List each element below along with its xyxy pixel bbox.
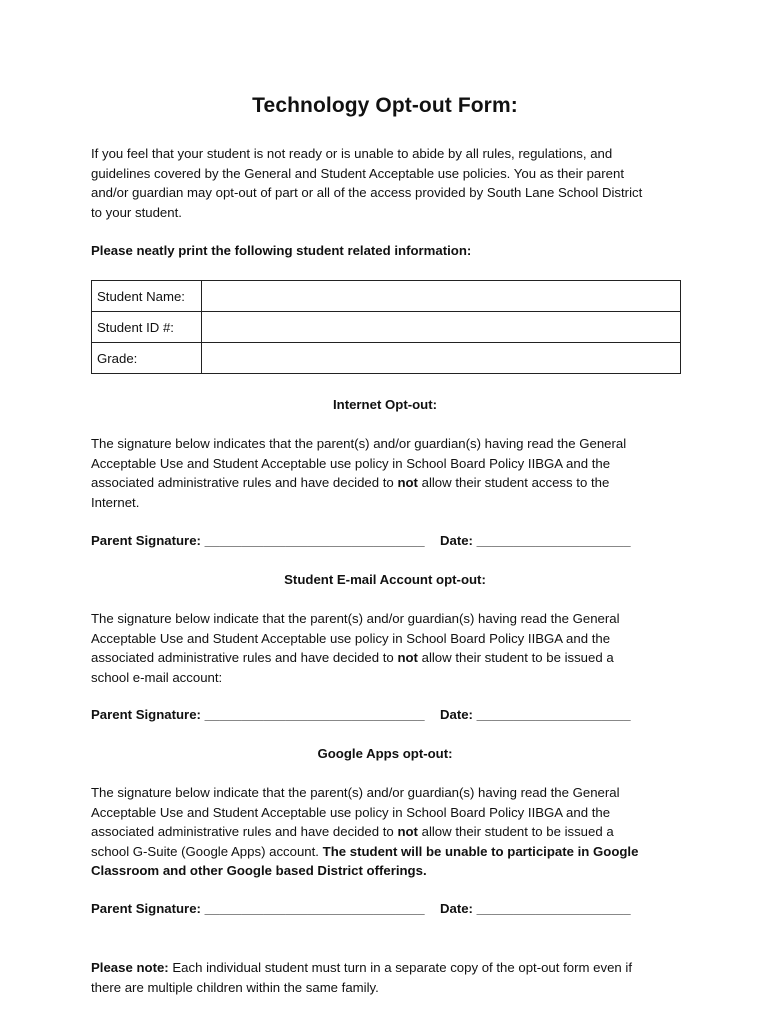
email-optout-heading: Student E-mail Account opt-out:: [284, 572, 486, 587]
student-name-field[interactable]: [202, 281, 681, 312]
paragraph-line: Acceptable Use and Student Acceptable use policy in School Board Policy IIBGA and the: [91, 630, 611, 646]
google-optout-paragraph: [91, 783, 691, 881]
parent-signature-field[interactable]: ______________________________: [204, 707, 425, 722]
student-id-field[interactable]: [202, 312, 681, 343]
parent-signature-label: Parent Signature:: [91, 707, 201, 722]
paragraph-line: The signature below indicate that the parent(s) and/or guardian(s) having read the General: [91, 785, 620, 800]
table-row: [92, 312, 681, 343]
grade-label: Grade:: [92, 343, 202, 374]
emphasis-text: not: [397, 650, 418, 665]
intro-line: guidelines covered by the General and Student Acceptable use policies. You as their parent: [91, 165, 624, 181]
date-field[interactable]: _____________________: [476, 901, 631, 916]
intro-paragraph: [91, 144, 691, 222]
student-name-label: Student Name:: [92, 281, 202, 312]
paragraph-line: [91, 473, 691, 493]
paragraph-line: Acceptable Use and Student Acceptable use policy in School Board Policy IIBGA and the: [91, 455, 611, 471]
paragraph-text: allow their student to be issued a: [417, 824, 614, 839]
paragraph-text: associated administrative rules and have decided to: [91, 475, 398, 490]
internet-optout-heading: Internet Opt-out:: [332, 397, 437, 412]
emphasis-text: not: [397, 824, 418, 839]
table-row: [92, 343, 681, 374]
date-label: Date:: [439, 707, 473, 722]
date-label: Date:: [439, 533, 473, 548]
page-title: Technology Opt-out Form:: [252, 94, 518, 117]
paragraph-line: The signature below indicate that the parent(s) and/or guardian(s) having read the General: [91, 611, 620, 626]
student-info-table: [91, 280, 681, 374]
date-label: Date:: [439, 901, 473, 916]
emphasis-text: not: [397, 475, 418, 490]
paragraph-text: associated administrative rules and have decided to: [91, 650, 398, 665]
parent-signature-field[interactable]: ______________________________: [204, 533, 425, 548]
paragraph-text: Each individual student must turn in a separate copy of the opt-out form even if: [168, 960, 632, 975]
intro-line: If you feel that your student is not ready or is unable to abide by all rules, regulations, and: [91, 146, 613, 161]
paragraph-line: school e-mail account:: [91, 669, 223, 685]
paragraph-text: school G-Suite (Google Apps) account.: [91, 843, 323, 859]
paragraph-text: allow their student access to the: [417, 475, 610, 490]
note-paragraph: [91, 958, 691, 997]
paragraph-line: there are multiple children within the same family.: [91, 979, 379, 995]
intro-line: to your student.: [91, 204, 182, 220]
date-field[interactable]: _____________________: [476, 533, 631, 548]
parent-signature-label: Parent Signature:: [91, 533, 201, 548]
print-instruction: Please neatly print the following student related information:: [91, 243, 472, 258]
emphasis-text: The student will be unable to participate in Google: [322, 843, 639, 859]
paragraph-line: Classroom and other Google based District offerings.: [91, 863, 427, 878]
parent-signature-field[interactable]: ______________________________: [204, 901, 425, 916]
google-signature-line: [91, 901, 631, 916]
student-id-label: Student ID #:: [92, 312, 202, 343]
grade-field[interactable]: [202, 343, 681, 374]
table-row: [92, 281, 681, 312]
email-optout-paragraph: [91, 609, 691, 687]
paragraph-text: associated administrative rules and have decided to: [91, 824, 398, 839]
paragraph-line: [91, 842, 691, 862]
paragraph-line: Internet.: [91, 494, 140, 510]
paragraph-text: allow their student to be issued a: [417, 650, 614, 665]
paragraph-line: [91, 822, 691, 842]
paragraph-line: Acceptable Use and Student Acceptable use policy in School Board Policy IIBGA and the: [91, 804, 611, 820]
paragraph-line: [91, 648, 691, 668]
internet-optout-paragraph: [91, 434, 691, 512]
paragraph-line: [91, 958, 691, 978]
google-optout-heading: Google Apps opt-out:: [317, 746, 453, 761]
internet-signature-line: [91, 533, 631, 548]
paragraph-line: The signature below indicates that the parent(s) and/or guardian(s) having read the General: [91, 436, 627, 451]
intro-line: and/or guardian may opt-out of part or all of the access provided by South Lane School District: [91, 185, 643, 200]
parent-signature-label: Parent Signature:: [91, 901, 201, 916]
date-field[interactable]: _____________________: [476, 707, 631, 722]
email-signature-line: [91, 707, 631, 722]
note-label: Please note:: [91, 960, 169, 975]
